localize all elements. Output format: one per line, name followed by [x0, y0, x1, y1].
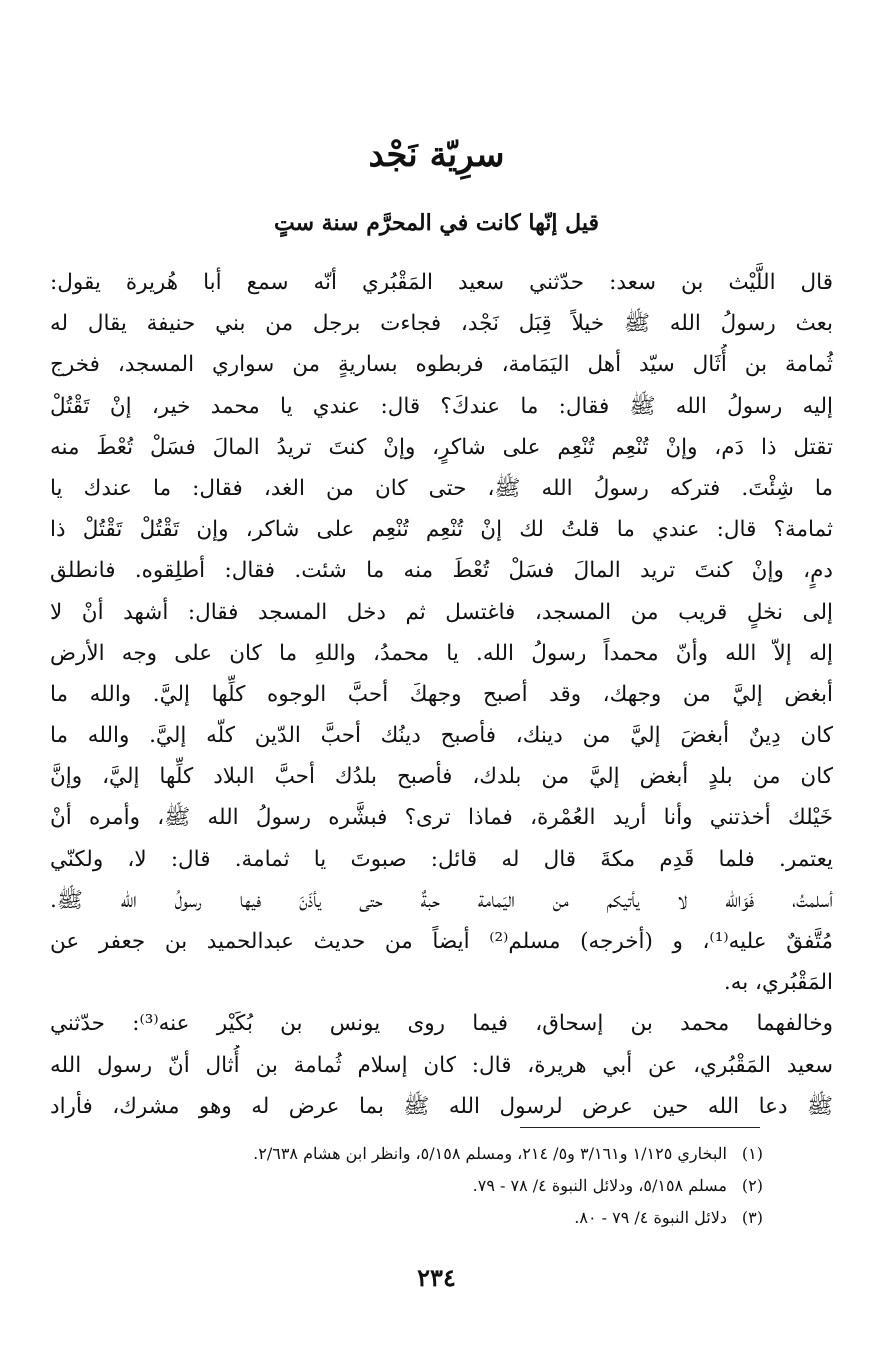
text-line: إليه رسولُ الله ﷺ فقال: ما عندكَ؟ قال: عندي يا محمد خير، إنْ تَقْتُلْ [50, 393, 833, 419]
text-line: ﷺ دعا الله حين عرض لرسول الله ﷺ بما عرض له وهو مشرك، فأراد [50, 1093, 833, 1119]
text-line: وخالفهما محمد بن إسحاق، فيما روى يونس بن بُكَيْر عنه⁽³⁾: حدّثني [50, 1011, 833, 1037]
text-line: أسلمتُ، فَوَالله لا يأتيكم من اليَمامة حبةٌ حتى يأذَنَ فيها رسولُ الله ﷺ. [50, 887, 833, 913]
text-line: إلى نخلٍ قريب من المسجد، فاغتسل ثم دخل المسجد فقال: أشهد أنْ لا [50, 599, 833, 625]
footnote-text: مسلم ٥/١٥٨، ودلائل النبوة ٤/ ٧٨ - ٧٩. [472, 1176, 727, 1195]
page-number: ٢٣٤ [417, 1263, 456, 1292]
text-line: ثمامة؟ قال: عندي ما قلتُ لك إنْ تُنْعِم تُنْعِم على شاكر، وإن تَقْتُلْ تَقْتُلْ ذا [50, 517, 833, 543]
chapter-subtitle: قيل إنّها كانت في المحرَّم سنة ستٍ [273, 210, 599, 236]
text-line: خَيْلك أخذتني وأنا أريد العُمْرة، فماذا ترى؟ فبشَّره رسولُ الله ﷺ، وأمره أنْ [50, 805, 833, 831]
text-line: دمٍ، وإنْ كنتَ تريد المالَ فسَلْ تُعْطَ منه ما شئت. فقال: أطلِقوه. فانطلق [50, 558, 833, 584]
chapter-title: سرِيّة نَجْد [368, 135, 505, 175]
footnote [63, 1138, 763, 1170]
text-line: المَقْبُري، به. [723, 970, 833, 996]
text-line: قال اللَّيْث بن سعد: حدّثني سعيد المَقْبُري أنّه سمع أبا هُريرة يقول: [50, 270, 833, 295]
text-line: تقتل ذا دَم، وإنْ تُنْعِم تُنْعِم على شاكرٍ، وإنْ كنتَ تريدُ المالَ فسَلْ تُعْطَ منه [50, 434, 833, 460]
text-line: بعث رسولُ الله ﷺ خيلاً قِبَل نَجْد، فجاءت برجل من بني حنيفة يقال له [50, 311, 833, 337]
text-line: كان دِينٌ أبغضَ إليَّ من دينك، فأصبح دينُك أحبَّ الدّين كلّه إليَّ. والله ما [50, 723, 833, 749]
footnote [63, 1170, 763, 1202]
footnote-number: (٣) [741, 1208, 763, 1227]
text-line: ما شِئْتَ. فتركه رسولُ الله ﷺ، حتى كان من الغد، فقال: ما عندك يا [50, 475, 833, 501]
footnotes [63, 1138, 763, 1234]
footnote-separator [520, 1127, 760, 1128]
text-line: أبغض إليَّ من وجهك، وقد أصبح وجهكَ أحبَّ الوجوه كلِّها إليَّ. والله ما [50, 681, 833, 707]
main-text [50, 262, 833, 1127]
footnote-number: (٢) [741, 1176, 763, 1195]
footnote [63, 1202, 763, 1234]
text-line: ثُمامة بن أُثَال سيّد أهل اليَمَامة، فربطوه بساريةٍ من سواري المسجد، فخرج [50, 352, 833, 378]
footnote-number: (١) [741, 1144, 763, 1163]
text-line: إله إلاّ الله وأنّ محمداً رسولُ الله. يا محمدُ، واللهِ ما كان على وجه الأرض [50, 640, 833, 666]
footnote-text: دلائل النبوة ٤/ ٧٩ - ٨٠. [574, 1208, 727, 1227]
text-line: سعيد المَقْبُري، عن أبي هريرة، قال: كان إسلام ثُمامة بن أُثال أنّ رسول الله [50, 1052, 833, 1078]
footnote-text: البخاري ١/١٢٥ و٣/١٦١ و٥/ ٢١٤، ومسلم ٥/١٥٨، وانظر ابن هشام ٢/٦٣٨. [253, 1144, 727, 1163]
text-line: مُتَّفقٌ عليه⁽¹⁾، و (أخرجه) مسلم⁽²⁾ أيضاً من حديث عبدالحميد بن جعفر عن [50, 929, 833, 954]
text-line: كان من بلدٍ أبغض إليَّ من بلدك، فأصبح بلدُك أحبَّ البلاد كلِّها إليَّ، وإنَّ [50, 764, 833, 790]
text-line: يعتمر. فلما قَدِم مكةَ قال له قائل: صبوتَ يا ثمامة. قال: لا، ولكنّي [50, 846, 833, 872]
